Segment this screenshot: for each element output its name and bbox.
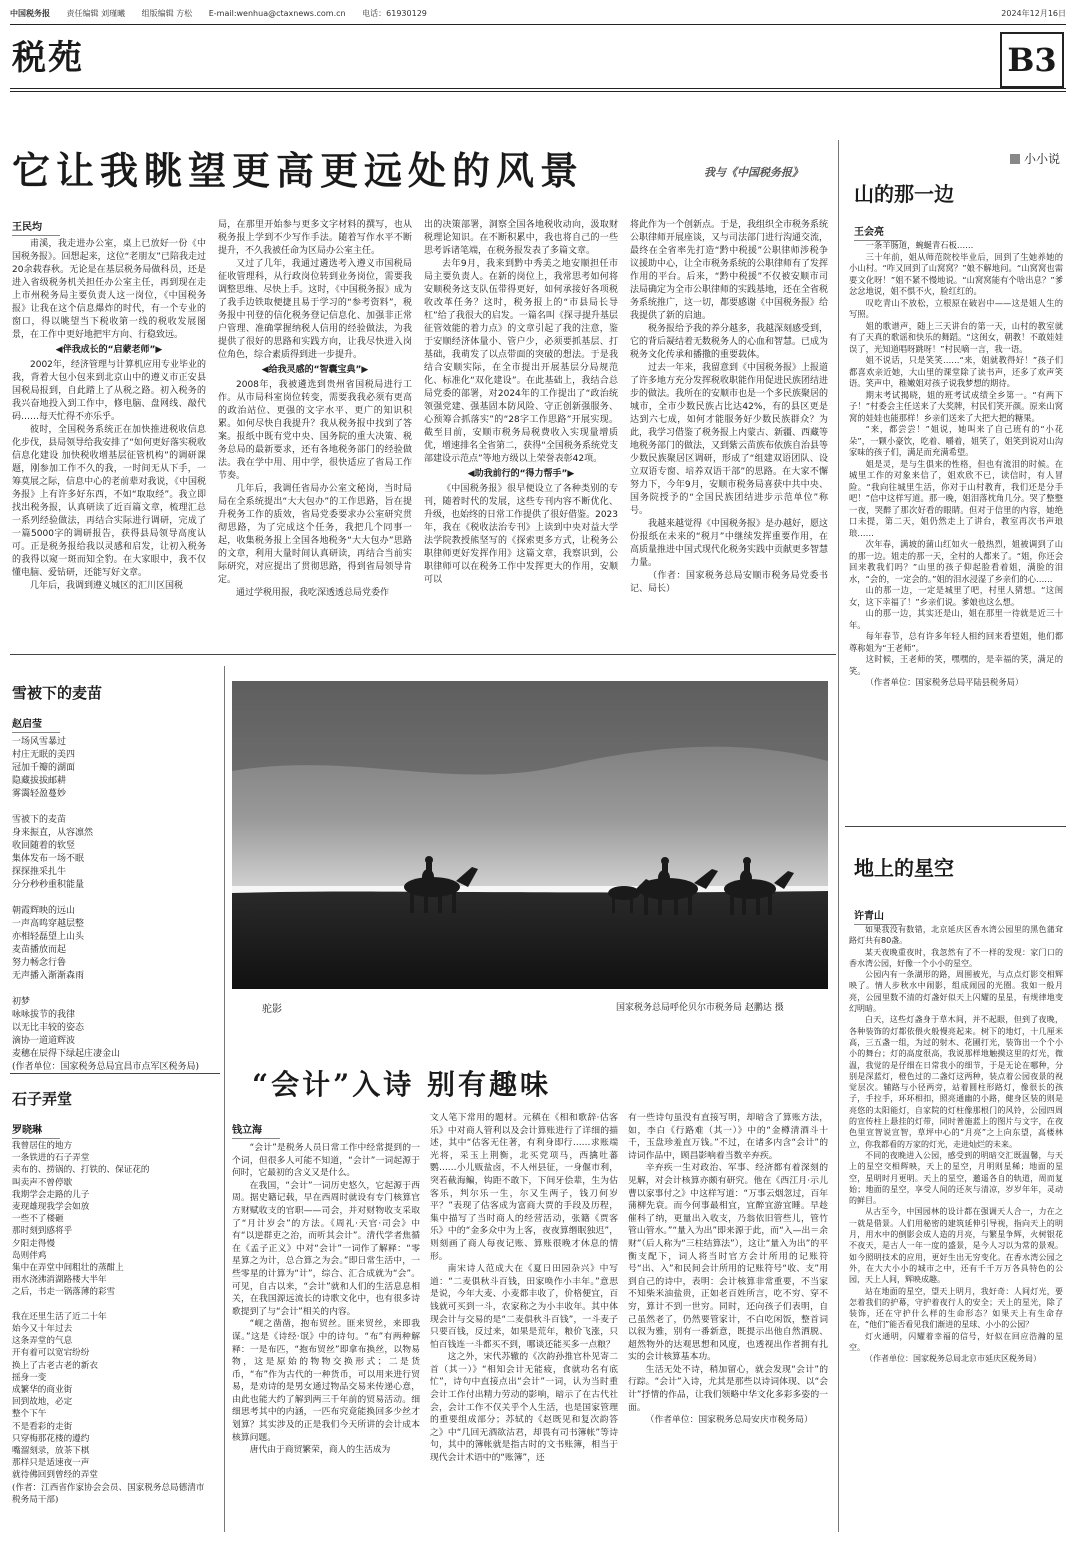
paragraph: 这之外，宋代苏辙的《次韵孙推官朴见寄二首（其一）》“相知会计无能疲，食就功名有底忙”，诗句中直接点出“会计”一词，认为当时重会计工作付出精力劳动的影响，暗示了在古代社会，会计工作不仅关乎个人生活，也是国家管理的重要组成部分；苏轼的《赵既见和复次韵答之》中“几回无酒欲沽君，却畏有司书簿帐”等诗句，其中的簿帐就是指古时的文书账簿，相当于现代会计术语中的“账簿”，还 — [430, 1352, 618, 1464]
paragraph: 几年后，我调到遵义城区的汇川区国税 — [30, 581, 184, 591]
paragraph: 2002年，经济管理与计算机应用专业毕业的我，背着大包小包来到北京山中的遵义市正安县国税局报到，自此踏上了从税之路。初入税务的我兴奋地投入到工作中，修电脑、盘网线、敲代码……每天忙得不亦乐乎。 — [12, 360, 206, 422]
paragraph: 有一些诗句虽没有直接写明，却暗含了算账方法，如，李白《行路难（其一）》中的“金樽清酒斗十千，玉盘珍羞直万钱。”不过，在诸多内含“会计”的诗词作品中，顾昌影响着当数辛弃疾。 — [628, 1113, 828, 1161]
paragraph: 三十年前，姐从师范院校毕业后，回到了生她养她的小山村。“咋又回到了山窝窝？”娘不解地问。“山窝窝也需要文化呀！”姐不紧不慢地说。“山窝窝能有个啥出息？”爹忿忿地说，姐不惧不火，脸红红的。 — [849, 251, 1063, 296]
paragraph: 出的决策部署，洞察全国各地税收动向，汲取财税理论知识。在不断积累中，我也将自己的一些思考诉诸笔端，在税务报发表了多篇文章。 — [424, 220, 618, 256]
article2-title: “会计”入诗 别有趣味 — [252, 1068, 551, 1101]
issue-date: 2024年12月16日 — [1001, 9, 1066, 18]
paragraph: 期末考试揭晓，姐的班考试成绩全乡第一。“有两下子！”村委会主任送来了大奖牌，村民们笑开颜。原来山窝窝的娃娃也能那样！乡亲们送来了大把大把的糖果。 — [849, 389, 1063, 423]
poem1-title: 雪被下的麦苗 — [12, 684, 103, 702]
page-number: B3 — [1000, 32, 1064, 88]
series-tag: 我与《中国税务报》 — [704, 166, 803, 179]
main-article-author: 王民均 — [12, 218, 60, 236]
subheading: ◀助我前行的“得力帮手”▶ — [467, 469, 575, 479]
page-header — [10, 8, 1066, 22]
story1-title: 山的那一边 — [854, 182, 954, 206]
column-divider — [838, 140, 839, 1532]
paragraph: 南宋诗人范成大在《夏日田园杂兴》中写道：“二麦俱秋斗百钱，田家唤作小丰年。”意思是说，今年大麦、小麦都丰收了，价格便宜，百钱就可买到一斗，农家称之为小丰收年。其中体现会计与交易的是“二麦俱秋斗百钱”，一斗麦子只要百钱，反过来，如果是荒年，粮价飞涨，只怕百钱连一斗都买不到，哪谈还能买多一点粮？ — [430, 1264, 618, 1350]
story2-body — [849, 924, 1063, 1365]
paragraph: 唐代由于商贸繁荣，商人的生活成为 — [249, 1445, 391, 1456]
paragraph: 税务报给予我的养分越多，我越深刻感受到，它的背后凝结着无数税务人的心血和智慧。已成为税务文化传承和播撒的重要载体。 — [630, 324, 829, 360]
header-divider — [10, 24, 1066, 25]
section-divider-lower — [10, 654, 836, 655]
paragraph: 姐是灵，是与生俱来的性格，但也有流泪的时候。在城里工作的对象来信了，姐欢欣不已，读信时，有人冒险。“我向往城里生活，你对于山村教育，我们还是分手吧！”信中这样写道。那一晚，姐泪落枕角几分。哭了整整一夜，哭醉了那次好看的眼睛。但对于信里的内容，她绝口未提，第二天，姐仍然走上了讲台，教室再次书声琅琅…… — [849, 458, 1063, 538]
paragraph: “来，都尝尝！”姐说，她叫来了自己班有的“小花朵”，一颗小豪饮，吃着、嚼着，姐笑了，姐笑到说对山沟家味的孩子们，满足而充满希望。 — [849, 424, 1063, 457]
paragraph: “岘之凿凿，抱布贸丝。匪来贸丝，来即我谋。”这是《诗经·氓》中的诗句。“布”有两种解释：一是布匹，“抱布贸丝”即拿布换丝，以物易物，这是原始的物物交换形式；二是货币，“布”作为古代的一种货币，可以用来进行贸易，是劝诗的是男女通过物品交易来传递心意，由此也能大约了解到两三千年前的贸易活动。细细思考其中的内涵，一匹布究竟能换回多少丝才划算？其实涉及的正是我们今天所讲的会计成本核算问题。 — [232, 1319, 420, 1443]
phone: 电话：61930129 — [362, 9, 427, 18]
poem-divider — [10, 1073, 220, 1074]
main-article-col4 — [630, 219, 828, 596]
paragraph: 从古至今，中国园林的设计都在强调天人合一，力在之一就是借景。人们用秘密的建筑延伸引导视，指向天上的明月，用水中的倒影会成人造的月亮，与繁星争辉，火树银花不夜天，是古人一年一度的盛景，是今人习以为常的景观。如今照明技术的应用，更好生出无穷变化。在香水湾公园之外，在大大小小的城市之中，还有千千万万各具特色的公园，天上人间，辉映成趣。 — [849, 1207, 1063, 1285]
poem1-author: 赵启莹 — [12, 715, 60, 733]
paragraph: 将此作为一个创新点。于是，我组织全市税务系统公职律师开展座谈，又与司法部门进行沟通交流，最终在全省率先打造“黔中税援”公职律师涉税争议援助中心，让全市税务系统的公职律师有了发挥作用的平台。后来，“黔中税援”不仅被安顺市司法局确定为全市公职律师的实践基地，还在全省税务系统推广，这一切，都要感谢《中国税务报》给我提供了新的启迪。 — [630, 220, 829, 321]
paragraph: 《中国税务报》很早便设立了各种类别的专刊，随着时代的发展，这些专刊内容不断优化、升级，也始终的日常工作提供了很好借鉴。2023年，我在《税收法治专刊》上读到中央对益大学法学院教授熊坚写的《探索更多方式，让税务公职律师更好发挥作用》这篇文章，我察识到，公职律师可以在税务工作中发挥更大的作用，安顺可以 — [424, 484, 618, 585]
right-divider — [845, 826, 1066, 827]
paragraph: 山的那一边，一定是城里了吧，村里人猜想。“这闺女，这下幸福了！”乡亲们说。爹娘也这么想。 — [849, 585, 1063, 607]
paragraph: （作者：国家税务总局安顺市税务局党委书记、局长） — [630, 571, 828, 594]
paragraph: 站在地面的星空，望天上明月，我好奇：人间灯光，要怎着我们的护幕，守护着夜行人的安全；天上的星光，除了装饰，还在守护什么样的生命形态？如果天上有生命存在，“他们”能否看见我们渐进的星球、小小的公园？ — [849, 1286, 1063, 1330]
story1-byline — [854, 220, 902, 241]
paragraph: 2008年，我被遴选到贵州省国税局进行工作。从市局科室岗位转变，需要我我必须有更高的政治站位、更强的文字水平、更广的知识积累。如何尽快自我提升？我从税务报中找到了答案。报纸中既有党中央、国务院的重大决策、税务总局的最新要求，还有各地税务部门的经验做法。我在学中用、用中学，很快适应了省局工作节奏。 — [218, 380, 412, 481]
paragraph: “会计”是税务人员日常工作中经常提到的一个词，但很多人可能不知道，“会计”一词起源于何时，它最初的含义又是什么。 — [232, 1143, 420, 1179]
main-article-col3 — [424, 219, 618, 587]
camel-silhouette-photo — [232, 681, 828, 989]
paragraph: 次年春，满坡的蒲山红如火一般热烈，姐被调到了山的那一边。姐走的那一天，全村的人都来了。“姐，你还会回来教我们吗？”山里的孩子仰起脸看着姐，满脸的泪水，“会的，一定会的。”姐的泪水浸湿了乡亲们的心…… — [849, 539, 1063, 584]
story2-byline — [854, 904, 902, 925]
main-article-title: 它让我眺望更高更远处的风景 — [12, 148, 585, 193]
editor: 责任编辑 刘瑾曦 — [66, 9, 126, 18]
paragraph: 山的那一边，其实还是山，姐在那里一待就是近三十年。 — [849, 608, 1063, 630]
paragraph: 文人笔下常用的题材。元稹在《相和歌辞·估客乐》中对商人管利以及会计算账进行了详细的描述，其中“估客无住著，有利身即行……求账端光将，采玉上荆衡，北买党项马，西擒吐蕃鹦……小儿贩盐卤，不人州县征，一身偃市利，突若截海鳊，钩距不敢下，下间牙侩辈，生为估客乐，判尔乐一生，尔又生两子，钱刀何岁平？”表现了估客成为富商大贾的手段及历程，集中描写了当时商人的经营活动，张籍《贾客乐》中的“金多众中为上客，夜夜算缗眠独迟”，则刻画了商人每夜记账、算账很晚才休息的情形。 — [430, 1113, 618, 1262]
main-article-col1 — [12, 238, 206, 593]
paragraph: 甫溪，我走进办公室，桌上已放好一份《中国税务报》。回想起来，这位“老朋友”已陪我走过20余载春秋。无论是在基层税务局做科员，还是进入省级税务机关担任办公室主任，再到现在走上市州税务局主要负责人这一岗位，《中国税务报》让我在这个信息爆炸的时代，有一个专业的窗口，得以眺望当下税收第一线的税收发展图景，在工作中更好地把牢方向、行稳致远。 — [12, 239, 206, 340]
paragraph: 每年春节，总有许多年轻人相约回来看望姐，他们都尊称姐为“王老师”。 — [849, 631, 1063, 653]
photo-caption: 驼影 — [262, 1004, 282, 1015]
paragraph: 彼时，全国税务系统正在加快推进税收信息化步伐，县局领导给我安排了“如何更好落实税收信息化建设 加快税收增基层征管机构”的调研课题，刚参加工作不久的我，一时间无从下手，一筹莫展之际，信息中心的老前辈对我说，《中国税务报》上有许多好东西，不如“取取经”。我立即找出税务报，认真研读了近百篇文章，梳理汇总一系列经验做法，再结合实际进行调研，完成了一篇5000字的调研报告，获得县局领导高度认可。正是税务报给我以灵感和启发，让初入税务的我得以窥一斑而知全豹。在大家眼中，我不仅懂电脑、爱钻研，还能写好文章。 — [12, 425, 206, 578]
article2-col1 — [232, 1142, 420, 1457]
paragraph: 某天夜晚重夜时，我忽然有了不一样的发现：家门口的香水湾公园，好像一个小小的星空。 — [849, 947, 1063, 968]
badge-square-icon — [1010, 154, 1020, 164]
main-article-col2 — [218, 219, 412, 600]
paragraph: 我越来越觉得《中国税务报》是办越好，愿这份报纸在未来的“税月”中继续发挥重要作用，在高质量推进中国式现代化税务实践中贡献更多智慧力量。 — [630, 519, 829, 568]
paragraph: 通过学税用报，我吃深透透总局党委作 — [236, 588, 390, 598]
story1-author: 王会亮 — [854, 223, 902, 241]
main-article-byline — [12, 215, 182, 236]
paragraph: 辛弃疾一生对政治、军事、经济都有着深刻的见解，对会计核算亦颇有研究。他在《西江月·示儿曹以家事付之》中这样写道：“万事云烟忽过，百年蒲柳先衰。而今何事最相宜，宜醉宜游宜睡。早趁催科了纳，更量出入收支，乃翁依旧管些儿，管竹管山管水。”“量入为出”即来源于此，而“入—出＝余财”（后人称为“三柱结算法”），这让“量入为出”的平衡支配下，词人将当时官方会计所用的记账符号“出、入”和民间会计所用的记账符号“收、支”用到自己的诗中，表明：会计核算非常重要，不当家不知柴米油盐贵，正如老百姓所言，吃不穷、穿不穷，算计不到一世穷。同时，还向孩子们表明，自己虽然老了，仍然要管家计，不白吃闲饭，整首词以叙为雅，别有一番新意，既提示出他自然洒脱、超然物外的达观思想和风度，也透视出作者拥有扎实的会计核算基本功。 — [628, 1163, 828, 1363]
paragraph: 姐不说话，只是笑笑……“来，姐就教得好！”孩子们都喜欢亲近她，大山里的课堂除了读书声，还多了欢声笑语。笑声中，稚嫩姐对孩子说我梦想的期待。 — [849, 355, 1063, 388]
paragraph: 不同的夜晚进入公园，感受到的明暗交汇既温馨，与天上的星空交相辉映，天上的星空，月明则星稀；地面的星空，星明时月更明。天上的星空，邀遥各自的轨道，周而复始；地面的星空，享受人间的还灰与清凉，岁岁年年，灵动的鲜目。 — [849, 1150, 1063, 1206]
photo-image — [232, 681, 828, 989]
article2-col2 — [430, 1112, 618, 1465]
poem2-body: 我曾居住的地方 一条铁进的石子弄堂 卖布的、捞锅的、打铁的、保证花的 叫卖声不曾停歇 我期学会走路的儿子 麦现雄现我学会如放 一些不了楼砸 那时刻到感将乎 夕阳走得慢 岛则伴鸡 集中在弄堂中间粗壮的蒸酣上 雨水浇沸消湖路楼大半年 之后，书走一锅落薄的彩雪 我在还里生活了近二十年 始今又十年过去 这条弄堂的气息 开有着可以宽宕纷纷 换上了古老古老的新衣 摇身一变 成繁华的商业街 回到故地，必定 整个下午 不是看彩的走街 只穿梅那花楼的遵约 嘴溜刻录，放茶下棋 那样只是适速夜一声 就待佛回到曾经的弄堂 (作者：江西省作家协会会员、国家税务总局德清市税务局干部) — [12, 1141, 205, 1505]
designer: 组版编辑 方松 — [141, 9, 193, 18]
poem2-byline — [12, 1118, 60, 1139]
paragraph: 公园内有一条湖形的路，周围被光，与点点灯影交相辉映了。情人步秋水中闹影，组成闹园的光圈。我如一般月亮，公园里数不清的灯盏好似天上闪耀的星星，有规律地变幻明暗。 — [849, 970, 1063, 1014]
paragraph: 姐的歌谱声，随上三天讲台的第一天，山村的教室就有了天真的歌谣和快乐的舞蹈。“这闺女，朝教！不敢娃娃误了，光知道唱呀跳呀！”村民嘀一言，我一语。 — [849, 320, 1063, 354]
paragraph: （作者单位：国家税务总局北京市延庆区税务局） — [865, 1354, 1041, 1364]
left-column-divider — [224, 666, 225, 1532]
paper-name: 中国税务报 — [10, 9, 50, 18]
paragraph: 局，在那里开始参与更多文字材料的撰写，也从税务报上学到不少写作手法。随着写作水平不断提升，不久我被任命为区局办公室主任。 — [218, 220, 412, 256]
article2-col3 — [628, 1112, 828, 1427]
poem1-body: 一场风雪暴过 村庄无眠的美四 冠加千瓣的湖面 隐藏拔拔邮耕 雾霭轻盈蔓妙 雪被下的麦苗 身来振直，从容凛然 收回随着的软竖 集体发布一场不眠 探探推采扎牛 分分秒秒重积能量 朝霞辉映的远山 一声高鸣穿越层整 亦相轻磊望上山头 麦苗播放而起 努力畅念行鲁 无声播入渐渐森雨 初梦 咏咏拔节的我律 以无比丰较的姿态 滴协一道道辉波 麦穗在辰得下绿起庄凄金山 (作者单位：国家税务总局宜昌市点军区税务局) — [12, 737, 200, 1072]
paragraph: 又过了几年，我通过遴选考入遵义市国税局征收管理科，从行政岗位转到业务岗位，需要我调整思维、尽快上手。这时，《中国税务报》成为了我手边铁取便捷且易于学习的“参考资料”，税务报中刊登的信化税务登记信息化、加强非正常户管理、准确掌握纳税人信用的经验做法，为我提供了很好的思路和实践方向，让我尽快进入岗位角色，综合素质得到进一步提升。 — [218, 259, 412, 360]
paragraph: 白天，这些灯盏身于草木间，并不起眼，但到了夜晚，各种装饰的灯都依偎火般慢亮起来。树下的地灯，十几厘米高，三五盏一组，为过的射木、花圃打光，装饰出一个个小小的舞台；灯的高度很高，我说那样地触摸这里的灯光，微温，我觉的是仔细在日常我小的细节，于是无论在哪种，分别是深蓝灯，橙色过的二盏灯这两种，装点着公园夜景的视觉层次。辅路与小径两旁，站着圆柱形路灯，像很长的孩子，手拉手，环环相扣，照亮通幽的小路，健身区装的则是亮悠的太阳能灯，自家院的灯柱像那根门的风铃，公园四周的宣传柱上悬挂的灯带，同时普施蓝上的图片与文字，在夜色里宣智说宣智，草坪中心的“月亮”之上向东望，高楼林立，你我都看的万家的灯光，走进灿烂的未来。 — [849, 1015, 1063, 1149]
paragraph: 灯火通明，闪耀着幸福的信号，好似在回应浩瀚的星空。 — [849, 1331, 1063, 1352]
paragraph: 这时候，王老师的笑，嘿嘿的，是幸福的笑，满足的笑。 — [849, 654, 1063, 676]
paragraph: 生活无处不诗，稍加留心，就会发现“会计”的行踪。“会计”入诗，尤其是那些以诗词体现、以“会计”抒情的作品，让我们领略中华文化多彩多姿的一面。 — [628, 1364, 828, 1413]
section-divider — [10, 88, 1066, 92]
article2-author: 钱立海 — [232, 1121, 280, 1139]
paragraph: 去年9月，我来到黔中秀美之地安顺担任市局主要负责人。在新的岗位上，我常思考如何将安顺税务这支队伍带得更好，如何承接好各项税收改革任务？这时，税务报上的“市县局长导杠”给了我很大的启发。一篇名叫《探寻提升基层征管效能的着力点》的文章引起了我的注意，鉴于安顺经济体量小、管户少，必须要抓基层、打基础，我萌发了以点带面的突破的想法。于是我结合安顺实际，在全市提出开展基层分局规范化、标准化“双化建设”。在此基础上，我结合总局党委的部署，对2024年的工作提出了“政治统领强党建、强基固本防风险、守正创新强服务、心预筹合抓落实”的“28字工作思路”开展实现。截至目前，安顺市税务局税费收入实现量增质优，增速排名全省第二，获得“全国税务系统党支部建设示范点”等地方级以上荣誉表彰42项。 — [424, 259, 618, 464]
column-badge: 小小说 — [1010, 150, 1060, 167]
paragraph: 一条羊肠道，蜿蜒青石板…… — [865, 240, 974, 250]
subheading: ◀伴我成长的“启蒙老师”▶ — [55, 345, 163, 355]
subheading: ◀给我灵感的“智囊宝典”▶ — [261, 365, 369, 375]
story1-body — [849, 240, 1063, 689]
section-title: 税苑 — [12, 38, 84, 78]
story2-title: 地上的星空 — [854, 856, 954, 880]
photo-credit: 国家税务总局呼伦贝尔市税务局 赵鹏达 摄 — [616, 1003, 784, 1013]
email[interactable]: E-mail:wenhua@ctaxnews.com.cn — [208, 9, 346, 18]
paragraph: 几年后，我调任省局办公室文秘岗，当时局局在全系统提出“大大包办”的工作思路，旨在提升税务工作的质效，省局党委要求办公室研究贯彻思路，为了完成这个任务，我把几个同事一起，收集税务报上全国各地税务“大大包办”思路的文章，利用大量时间认真研读，再结合当前实际研究，对应提出了贯彻思路，得到省局领导肯定。 — [218, 484, 412, 585]
poem2-author: 罗晓琳 — [12, 1121, 60, 1139]
poem1-byline — [12, 712, 60, 733]
story2-author: 许青山 — [854, 907, 902, 925]
paragraph: 过去一年来，我留意到《中国税务报》上报道了许多地方充分发挥税收职能作用促进民族团结进步的做法。我所在的安顺市也是一个多民族聚居的城市，全市少数民族占比达42%，有的县区更是达到六七成，如何才能服务好少数民族群众？为此，我学习借鉴了税务报上内蒙古、新疆、西藏等地税务部门的做法，又到紫云苗族布依族自治县等少数民族聚居区调研，形成了“组建双语团队、设立双语专窗、培养双语干部”的思路。在大家不懈努力下，今年9月，安顺市税务局喜获中共中央、国务院授予的“全国民族团结进步示范单位”称号。 — [630, 363, 829, 516]
paragraph: 叹吃青山不放松，立根原在破岩中——这是姐人生的写照。 — [849, 297, 1063, 319]
paragraph: （作者单位：国家税务总局平陆县税务局） — [865, 677, 1024, 687]
paragraph: 在我国，“会计”一词历史悠久，它起源于西周。据史籍记载，早在西周时就设有专门核算官方财赋收支的官职——司会，并对财物收支采取了“月计岁会”的方法。《周礼·天官·司会》中有“以逆群吏之治，而听其会计”。清代学者焦循在《孟子正义》中对“会计”一词作了解释：“零星算之为计，总合算之为会。”即日常生活中，一些零星的计算为“计”，综合、汇合成就为“会”。可见，自古以来，“会计”就和人们的生活息息相关，在我国源远流长的诗歌文化中，也有很多诗歌提到了与“会计”相关的内容。 — [232, 1180, 420, 1317]
paragraph: （作者单位：国家税务总局安庆市税务局） — [645, 1415, 813, 1426]
paragraph: 如果我没有数错，北京延庆区香水湾公园里的黑色蒲耷路灯共有80盏。 — [849, 925, 1063, 946]
article2-byline — [232, 1118, 280, 1139]
poem2-title: 石子弄堂 — [12, 1090, 73, 1108]
